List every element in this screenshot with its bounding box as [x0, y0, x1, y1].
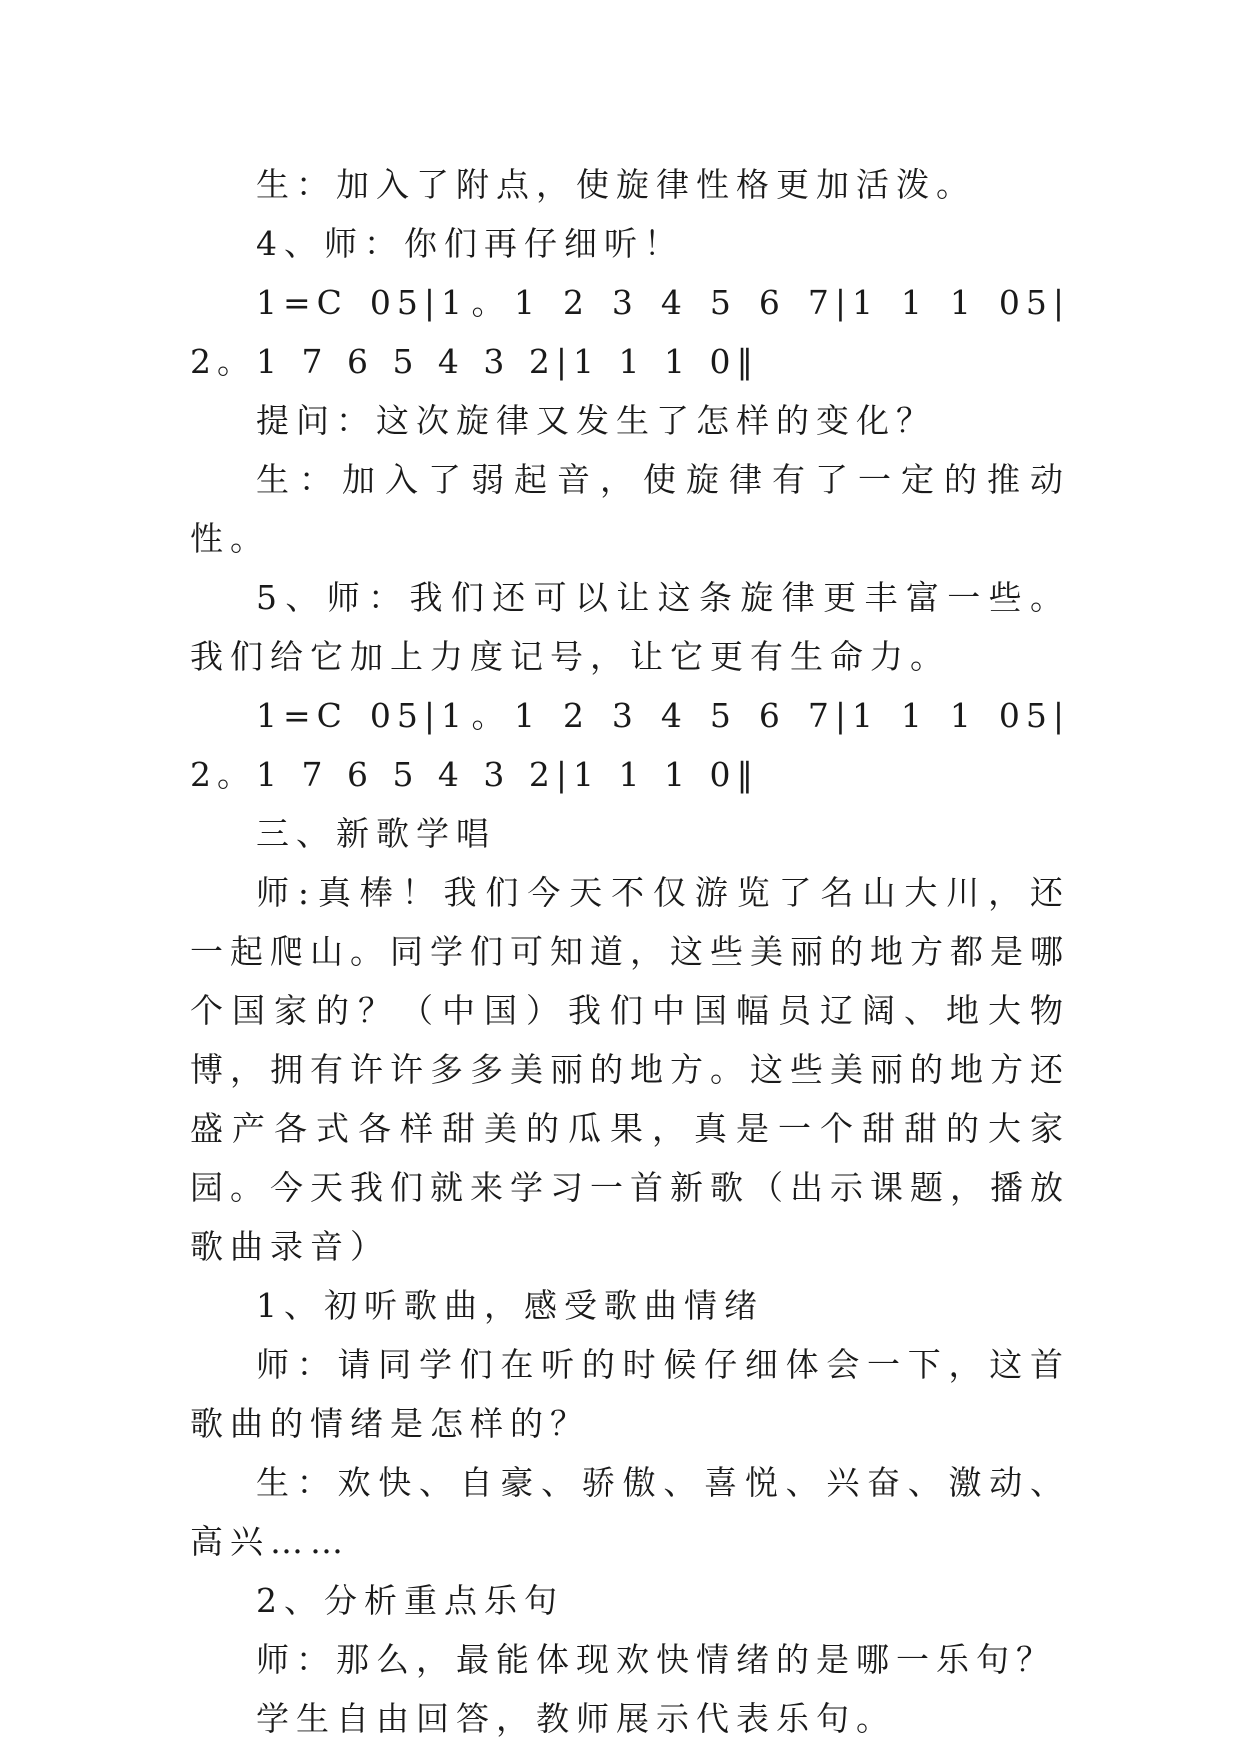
- paragraph-student-answer-upbeat: 生：加入了弱起音，使旋律有了一定的推动性。: [190, 460, 1070, 558]
- paragraph-teacher-dynamics: 5、师：我们还可以让这条旋律更丰富一些。我们给它加上力度记号，让它更有生命力。: [190, 578, 1070, 676]
- paragraph-student-free-answer: 学生自由回答，教师展示代表乐句。: [256, 1699, 896, 1738]
- paragraph-teacher-listen-again: 4、师：你们再仔细听！: [256, 224, 684, 263]
- step-heading-first-listen: 1、初听歌曲，感受歌曲情绪: [256, 1286, 764, 1325]
- paragraph-student-answer-dotted: 生：加入了附点，使旋律性格更加活泼。: [256, 165, 976, 204]
- paragraph-teacher-phrase-question: 师：那么，最能体现欢快情绪的是哪一乐句？: [256, 1640, 1056, 1679]
- paragraph-student-emotions: 生：欢快、自豪、骄傲、喜悦、兴奋、激动、高兴……: [190, 1463, 1070, 1561]
- step-heading-analyze-phrases: 2、分析重点乐句: [256, 1581, 564, 1620]
- paragraph-melody-notation-1: 1=C 05|1。1 2 3 4 5 6 7|1 1 1 05|2。1 7 6 5 4 3 2|1 1 1 0‖: [190, 283, 1070, 381]
- section-heading-new-song: 三、新歌学唱: [256, 814, 496, 853]
- document-page: [190, 155, 1070, 1748]
- paragraph-melody-notation-2: 1=C 05|1。1 2 3 4 5 6 7|1 1 1 05|2。1 7 6 5 4 3 2|1 1 1 0‖: [190, 696, 1070, 794]
- paragraph-teacher-emotion-question: 师：请同学们在听的时候仔细体会一下，这首歌曲的情绪是怎样的？: [190, 1345, 1070, 1443]
- paragraph-question-change: 提问：这次旋律又发生了怎样的变化？: [256, 401, 936, 440]
- paragraph-teacher-intro: 师:真棒！我们今天不仅游览了名山大川，还一起爬山。同学们可知道，这些美丽的地方都是哪个国家的？（中国）我们中国幅员辽阔、地大物博，拥有许许多多美丽的地方。这些美丽的地方还盛产各式各样甜美的瓜果，真是一个甜甜的大家园。今天我们就来学习一首新歌（出示课题，播放歌曲录音）: [190, 873, 1070, 1266]
